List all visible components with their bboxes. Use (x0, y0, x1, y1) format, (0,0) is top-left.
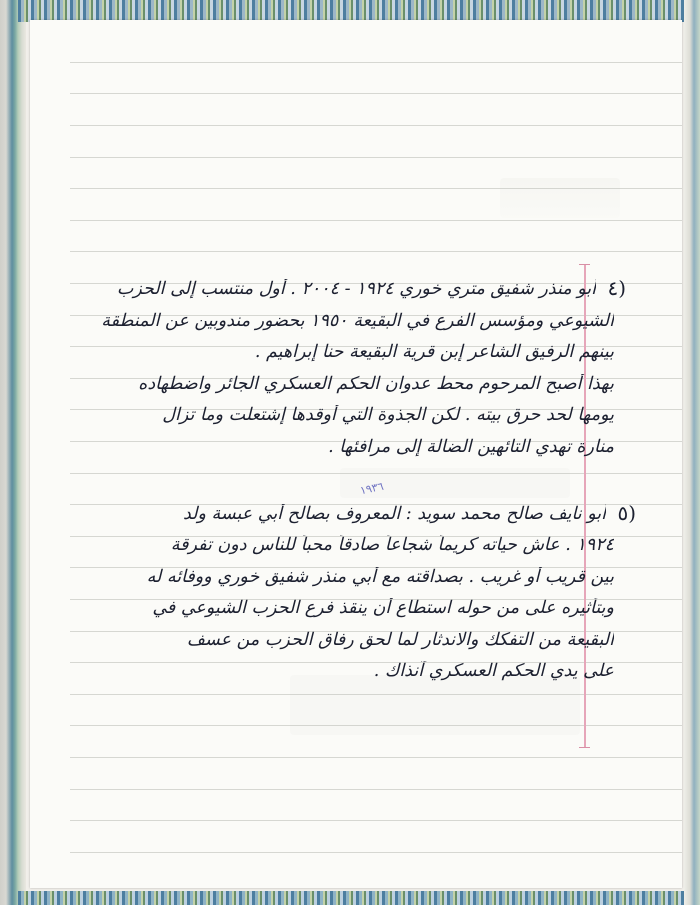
ruled-line (70, 125, 682, 126)
entry-5-line: بين قريب أو غريب . بصداقته مع أبي منذر شفيق خوري ووفائه له (146, 567, 614, 587)
ruled-line (70, 93, 682, 94)
margin-tick (579, 747, 590, 748)
entry-4-line: بينهم الرفيق الشاعر إبن قرية البقيعة حنا إبراهيم . (254, 342, 614, 362)
ruled-line (70, 820, 682, 821)
ruled-line (70, 157, 682, 158)
entry-5-line: البقيعة من التفكك والاندثار لما لحق رفاق الحزب من عسف (186, 630, 614, 650)
ruled-line (70, 220, 682, 221)
bleed-through-mark (500, 178, 620, 218)
entry-4-line: يومها لحد حرق بيته . لكن الجذوة التي أوقدها إشتعلت وما تزال (162, 405, 614, 425)
ruled-line (70, 757, 682, 758)
entry-5-line: أبو نايف صالح محمد سويد : المعروف بصالح أبي عبسة ولد (182, 504, 606, 524)
entry-5-number: ٥) (617, 501, 636, 525)
notebook-spine (0, 0, 26, 905)
entry-5-line: وبتأثيره على من حوله استطاع أن ينقذ فرع الحزب الشيوعي في (152, 598, 614, 618)
entry-4-number: ٤) (607, 276, 626, 300)
bleed-through-mark (290, 675, 580, 735)
entry-4-line: بهذا أصبح المرحوم محط عدوان الحكم العسكري الجائر واضطهاده (138, 374, 614, 394)
ruled-line (70, 789, 682, 790)
entry-5-line: على يدي الحكم العسكري آنذاك . (373, 661, 614, 681)
pen-annotation: ١٩٣٦ (358, 479, 385, 498)
ruled-line (70, 852, 682, 853)
entry-4-line: منارة تهدي التائهين الضالة إلى مرافئها . (328, 437, 614, 457)
entry-4-line: أبو منذر شفيق متري خوري ١٩٢٤ - ٢٠٠٤ . أول منتسب إلى الحزب (116, 279, 596, 299)
ruled-line (70, 251, 682, 252)
ruled-line (70, 62, 682, 63)
top-binding-strip (18, 0, 700, 22)
entry-4-line: الشيوعي ومؤسس الفرع في البقيعة ١٩٥٠ بحضور مندوبين عن المنطقة (101, 311, 614, 331)
bottom-binding-strip (18, 891, 700, 905)
right-page-edge (684, 0, 700, 905)
margin-tick (579, 264, 590, 265)
notebook-page (30, 20, 682, 888)
entry-5-line: ١٩٢٤ . عاش حياته كريماً شجاعاً صادقاً محباً للناس دون تفرقة (170, 535, 614, 555)
